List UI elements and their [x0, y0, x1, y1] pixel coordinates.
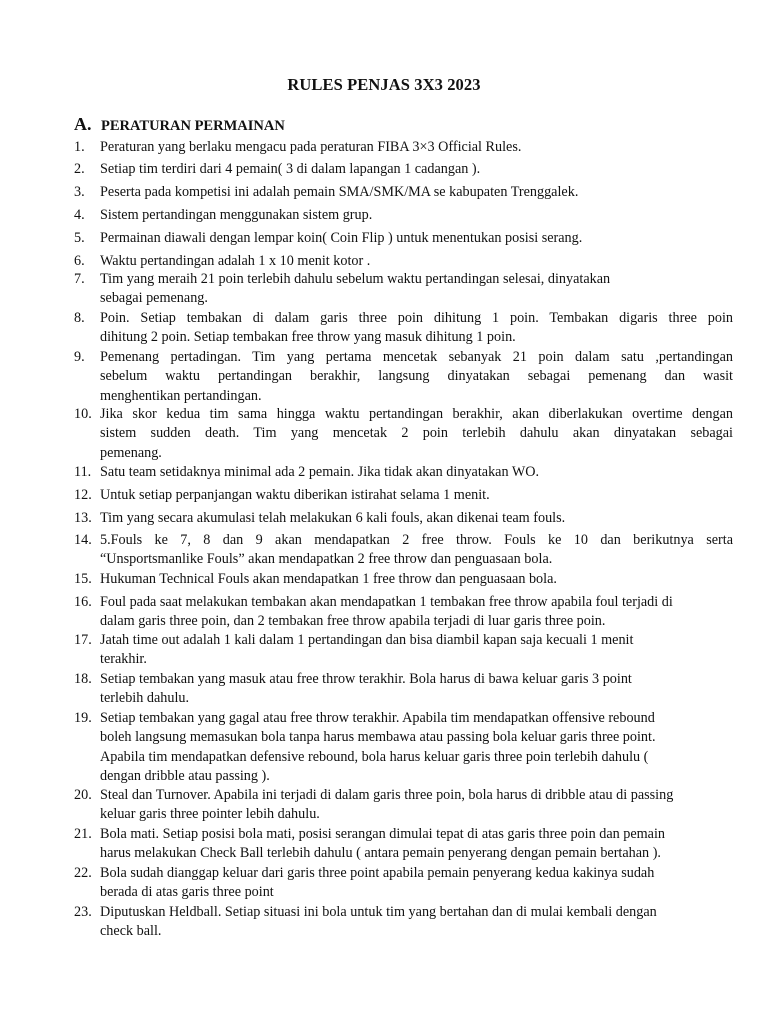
rule-number: 3.	[74, 184, 85, 200]
rule-text-line: Sistem pertandingan menggunakan sistem grup.	[100, 207, 373, 223]
rule-text-line: Diputuskan Heldball. Setiap situasi ini bola untuk tim yang bertahan dan di mulai kembali dengan	[100, 904, 657, 920]
rule-text-line: dihitung 2 poin. Setiap tembakan free throw yang masuk dihitung 1 poin.	[100, 329, 516, 346]
rule-number: 8.	[74, 310, 85, 326]
rule-number: 18.	[74, 671, 92, 687]
rule-text	[100, 786, 733, 825]
rule-text	[100, 531, 733, 570]
rule-text	[100, 709, 733, 786]
rule-number: 20.	[74, 787, 92, 803]
rule-text-line: Untuk setiap perpanjangan waktu diberikan istirahat selama 1 menit.	[100, 487, 490, 503]
rule-number: 14.	[74, 532, 92, 548]
rule-text-line: Waktu pertandingan adalah 1 x 10 menit kotor .	[100, 253, 371, 269]
rule-text	[100, 138, 733, 157]
rule-text	[100, 405, 733, 463]
rule-number: 9.	[74, 349, 85, 365]
rule-text	[100, 631, 733, 670]
rule-text	[100, 229, 733, 248]
rule-text	[100, 486, 733, 505]
section-title: PERATURAN PERMAINAN	[101, 118, 285, 134]
rule-text-line: menghentikan pertandingan.	[100, 387, 262, 404]
rule-number: 17.	[74, 632, 92, 648]
rule-text	[100, 864, 733, 903]
rule-number: 22.	[74, 865, 92, 881]
rule-number: 12.	[74, 487, 92, 503]
rule-text	[100, 348, 733, 406]
rule-text	[100, 670, 733, 709]
rule-number: 6.	[74, 253, 85, 269]
rule-text	[100, 570, 733, 589]
rule-text-line: check ball.	[100, 923, 162, 940]
rule-number: 10.	[74, 406, 92, 422]
rule-number: 19.	[74, 710, 92, 726]
rule-text	[100, 252, 733, 271]
rule-text-line: Apabila tim mendapatkan defensive rebound, bola harus keluar garis three poin terlebih dahulu (	[100, 748, 649, 765]
rule-text-line: Pemenang pertadingan. Tim yang pertama mencetak sebanyak 21 poin dalam satu ,pertandingan	[100, 349, 733, 365]
rule-number: 2.	[74, 161, 85, 177]
rule-number: 23.	[74, 904, 92, 920]
rule-text-line: Peraturan yang berlaku mengacu pada peraturan FIBA 3×3 Official Rules.	[100, 139, 522, 155]
rule-text	[100, 509, 733, 528]
rule-text-line: boleh langsung memasukan bola tanpa harus membawa atau passing bola keluar garis three point.	[100, 729, 656, 746]
rule-text-line: Jatah time out adalah 1 kali dalam 1 pertandingan dan bisa diambil kapan saja kecuali 1 menit	[100, 632, 634, 648]
rule-text	[100, 463, 733, 482]
rule-text-line: terakhir.	[100, 651, 147, 668]
rule-text-line: Setiap tim terdiri dari 4 pemain( 3 di dalam lapangan 1 cadangan ).	[100, 161, 481, 177]
rule-text-line: terlebih dahulu.	[100, 690, 190, 707]
rule-text-line: Setiap tembakan yang masuk atau free throw terakhir. Bola harus di bawa keluar garis 3 point	[100, 671, 632, 687]
rule-number: 1.	[74, 139, 85, 155]
rule-text-line: Tim yang meraih 21 poin terlebih dahulu sebelum waktu pertandingan selesai, dinyatakan	[100, 271, 611, 287]
rule-number: 15.	[74, 571, 92, 587]
rule-number: 7.	[74, 271, 85, 287]
rule-text-line: sebelum waktu pertandingan berakhir, langsung dinyatakan sebagai pemenang dan wasit	[100, 368, 733, 385]
rule-number: 16.	[74, 594, 92, 610]
rule-text-line: Poin. Setiap tembakan di dalam garis three poin dihitung 1 poin. Tembakan digaris three poin	[100, 310, 733, 326]
rule-text-line: dalam garis three poin, dan 2 tembakan free throw apabila terjadi di luar garis three poin.	[100, 613, 606, 630]
rule-text-line: dengan dribble atau passing ).	[100, 767, 270, 784]
rule-text	[100, 309, 733, 348]
rule-text-line: Foul pada saat melakukan tembakan akan mendapatkan 1 tembakan free throw apabila foul terjadi di	[100, 594, 673, 610]
rule-text-line: keluar garis three pointer lebih dahulu.	[100, 806, 320, 823]
rule-text	[100, 593, 733, 632]
rule-text-line: sebagai pemenang.	[100, 290, 208, 307]
section-letter: A.	[74, 114, 92, 134]
rule-text-line: Steal dan Turnover. Apabila ini terjadi di dalam garis three poin, bola harus di dribble atau di passing	[100, 787, 674, 803]
rule-text	[100, 825, 733, 864]
rule-text-line: berada di atas garis three point	[100, 884, 274, 901]
rule-text	[100, 160, 733, 179]
rule-number: 21.	[74, 826, 92, 842]
rule-text-line: 5.Fouls ke 7, 8 dan 9 akan mendapatkan 2 free throw. Fouls ke 10 dan berikutnya serta	[100, 532, 733, 548]
rule-number: 13.	[74, 510, 92, 526]
rule-number: 5.	[74, 230, 85, 246]
rule-text	[100, 270, 733, 309]
rule-text-line: Hukuman Technical Fouls akan mendapatkan 1 free throw dan penguasaan bola.	[100, 571, 557, 587]
document-title: RULES PENJAS 3X3 2023	[287, 75, 481, 94]
rule-text-line: Permainan diawali dengan lempar koin( Coin Flip ) untuk menentukan posisi serang.	[100, 230, 583, 246]
rule-text-line: Jika skor kedua tim sama hingga waktu pertandingan berakhir, akan diberlakukan overtime dengan	[100, 406, 733, 422]
rule-text-line: Setiap tembakan yang gagal atau free throw terakhir. Apabila tim mendapatkan offensive rebound	[100, 710, 655, 726]
rule-text-line: pemenang.	[100, 444, 162, 461]
rule-text-line: Bola sudah dianggap keluar dari garis three point apabila pemain penyerang kedua kakinya sudah	[100, 865, 655, 881]
section-heading	[74, 114, 285, 135]
rule-text	[100, 903, 733, 942]
rule-number: 4.	[74, 207, 85, 223]
rule-text-line: harus melakukan Check Ball terlebih dahulu ( antara pemain penyerang dengan pemain bertahan ).	[100, 845, 661, 862]
rule-text-line: “Unsportsmanlike Fouls” akan mendapatkan 2 free throw dan penguasaan bola.	[100, 551, 553, 568]
rule-text-line: Satu team setidaknya minimal ada 2 pemain. Jika tidak akan dinyatakan WO.	[100, 464, 540, 480]
rule-text-line: Tim yang secara akumulasi telah melakukan 6 kali fouls, akan dikenai team fouls.	[100, 510, 566, 526]
rule-text	[100, 206, 733, 225]
rule-number: 11.	[74, 464, 92, 480]
rule-text-line: sistem sudden death. Tim yang mencetak 2 poin terlebih dahulu akan dinyatakan sebagai	[100, 425, 733, 442]
rule-text-line: Peserta pada kompetisi ini adalah pemain SMA/SMK/MA se kabupaten Trenggalek.	[100, 184, 579, 200]
rule-text	[100, 183, 733, 202]
rule-text-line: Bola mati. Setiap posisi bola mati, posisi serangan dimulai tepat di atas garis three poin dan pemain	[100, 826, 666, 842]
